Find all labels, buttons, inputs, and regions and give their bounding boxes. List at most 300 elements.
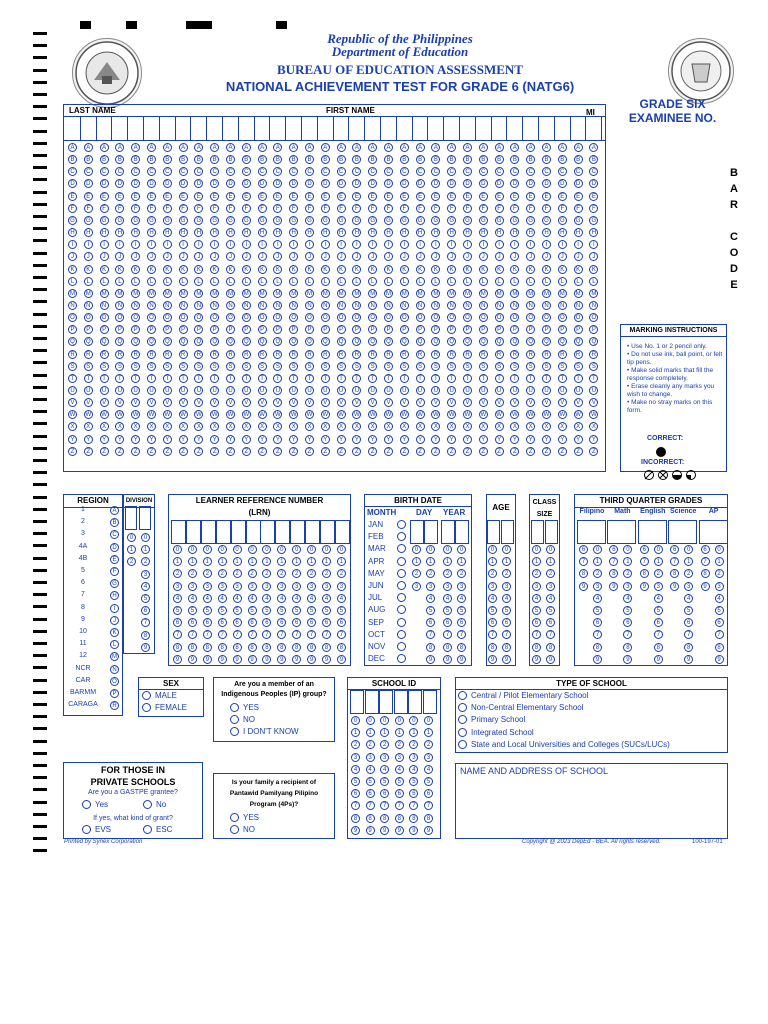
name-bubble[interactable]: O	[589, 313, 598, 322]
name-bubble[interactable]: O	[574, 313, 583, 322]
name-bubble[interactable]: E	[84, 192, 93, 201]
name-bubble[interactable]: T	[526, 374, 535, 383]
name-bubble[interactable]: S	[321, 362, 330, 371]
name-bubble[interactable]: E	[194, 192, 203, 201]
school-id-bubble[interactable]: 6	[351, 789, 360, 798]
grade-write-cell[interactable]	[699, 520, 728, 544]
name-bubble[interactable]: L	[510, 277, 519, 286]
name-bubble[interactable]: M	[354, 290, 360, 297]
name-bubble[interactable]: O	[337, 313, 346, 322]
name-bubble[interactable]: W	[132, 412, 139, 419]
date-bubble[interactable]: 7	[426, 630, 435, 639]
lrn-bubble[interactable]: 1	[218, 557, 227, 566]
name-bubble[interactable]: O	[352, 313, 361, 322]
name-bubble[interactable]: G	[68, 216, 77, 225]
name-bubble[interactable]: Y	[542, 435, 551, 444]
name-bubble[interactable]: U	[368, 386, 377, 395]
name-bubble[interactable]: U	[210, 386, 219, 395]
name-bubble[interactable]: J	[68, 252, 77, 261]
name-bubble[interactable]: I	[258, 240, 267, 249]
school-id-bubble[interactable]: 7	[351, 801, 360, 810]
name-bubble[interactable]: L	[179, 277, 188, 286]
name-bubble[interactable]: X	[163, 422, 172, 431]
name-bubble[interactable]: B	[242, 155, 251, 164]
name-bubble[interactable]: D	[163, 179, 172, 188]
name-bubble[interactable]: H	[226, 228, 235, 237]
division-bubble[interactable]: 9	[141, 643, 150, 652]
name-bubble[interactable]: I	[526, 240, 535, 249]
name-bubble[interactable]: M	[370, 290, 376, 297]
name-bubble[interactable]: M	[386, 290, 391, 297]
date-bubble[interactable]: 7	[443, 630, 452, 639]
lrn-bubble[interactable]: 3	[218, 582, 227, 591]
age-bubble[interactable]: 9	[502, 655, 511, 664]
name-bubble[interactable]: O	[242, 313, 251, 322]
name-bubble[interactable]: O	[289, 313, 298, 322]
name-bubble[interactable]: H	[305, 228, 314, 237]
region-bubble[interactable]: G	[110, 579, 119, 588]
name-bubble[interactable]: I	[400, 240, 409, 249]
name-bubble[interactable]: P	[163, 325, 172, 334]
grade-ones-bubble[interactable]: 7	[684, 630, 693, 639]
name-bubble[interactable]: O	[100, 313, 109, 322]
name-bubble[interactable]: S	[479, 362, 488, 371]
name-bubble[interactable]: T	[210, 374, 219, 383]
lrn-bubble[interactable]: 0	[337, 545, 346, 554]
lrn-bubble[interactable]: 5	[203, 606, 212, 615]
date-bubble[interactable]: 6	[443, 618, 452, 627]
grade-write-cell[interactable]	[577, 520, 606, 544]
name-bubble[interactable]: G	[210, 216, 219, 225]
name-bubble[interactable]: U	[526, 386, 535, 395]
date-bubble[interactable]: 1	[457, 557, 466, 566]
name-bubble[interactable]: C	[179, 167, 188, 176]
lrn-write-cell[interactable]	[231, 520, 246, 544]
name-bubble[interactable]: Z	[574, 447, 583, 456]
name-bubble[interactable]: K	[558, 265, 567, 274]
name-bubble[interactable]: I	[558, 240, 567, 249]
age-bubble[interactable]: 1	[502, 557, 511, 566]
name-bubble[interactable]: J	[542, 252, 551, 261]
name-bubble[interactable]: F	[589, 204, 598, 213]
name-bubble[interactable]: O	[115, 313, 124, 322]
name-bubble[interactable]: X	[463, 422, 472, 431]
name-bubble[interactable]: O	[321, 313, 330, 322]
grade-ones-bubble[interactable]: 3	[715, 582, 724, 591]
name-bubble[interactable]: O	[400, 313, 409, 322]
school-id-bubble[interactable]: 4	[395, 765, 404, 774]
lrn-bubble[interactable]: 6	[262, 618, 271, 627]
name-bubble[interactable]: V	[147, 398, 156, 407]
name-bubble[interactable]: I	[289, 240, 298, 249]
name-bubble[interactable]: I	[147, 240, 156, 249]
name-bubble[interactable]: P	[115, 325, 124, 334]
name-bubble[interactable]: C	[368, 167, 377, 176]
name-bubble[interactable]: Z	[352, 447, 361, 456]
name-bubble[interactable]: I	[542, 240, 551, 249]
name-bubble[interactable]: P	[242, 325, 251, 334]
name-bubble[interactable]: V	[305, 398, 314, 407]
name-bubble[interactable]: A	[226, 143, 235, 152]
name-bubble[interactable]: C	[463, 167, 472, 176]
school-id-bubble[interactable]: 9	[424, 826, 433, 835]
name-bubble[interactable]: G	[574, 216, 583, 225]
name-bubble[interactable]: G	[100, 216, 109, 225]
name-bubble[interactable]: G	[226, 216, 235, 225]
grade-ones-bubble[interactable]: 2	[654, 569, 663, 578]
name-bubble[interactable]: W	[196, 412, 202, 419]
name-bubble[interactable]: D	[495, 179, 504, 188]
name-bubble[interactable]: A	[289, 143, 298, 152]
name-bubble[interactable]: P	[179, 325, 188, 334]
name-bubble[interactable]: O	[479, 313, 488, 322]
name-bubble[interactable]: Y	[163, 435, 172, 444]
name-bubble[interactable]: M	[243, 290, 249, 297]
name-bubble[interactable]: V	[258, 398, 267, 407]
date-bubble[interactable]: 0	[443, 545, 452, 554]
name-bubble[interactable]: B	[479, 155, 488, 164]
name-bubble[interactable]: G	[258, 216, 267, 225]
lrn-write-cell[interactable]	[260, 520, 275, 544]
lrn-bubble[interactable]: 8	[277, 643, 286, 652]
name-bubble[interactable]: T	[305, 374, 314, 383]
name-write-cell[interactable]	[302, 116, 318, 140]
age-bubble[interactable]: 6	[488, 618, 497, 627]
name-bubble[interactable]: Q	[542, 337, 551, 346]
name-bubble[interactable]: X	[416, 422, 425, 431]
lrn-bubble[interactable]: 8	[307, 643, 316, 652]
name-bubble[interactable]: O	[273, 313, 282, 322]
name-bubble[interactable]: G	[416, 216, 425, 225]
name-bubble[interactable]: B	[131, 155, 140, 164]
name-bubble[interactable]: H	[179, 228, 188, 237]
name-bubble[interactable]: A	[321, 143, 330, 152]
name-bubble[interactable]: W	[85, 412, 92, 419]
name-bubble[interactable]: Q	[400, 337, 409, 346]
school-id-bubble[interactable]: 7	[395, 801, 404, 810]
name-bubble[interactable]: B	[163, 155, 172, 164]
name-bubble[interactable]: F	[68, 204, 77, 213]
name-bubble[interactable]: M	[307, 290, 312, 297]
name-bubble[interactable]: X	[447, 422, 456, 431]
class-size-bubble[interactable]: 2	[546, 569, 555, 578]
division-bubble[interactable]: 0	[127, 533, 136, 542]
name-bubble[interactable]: U	[131, 386, 140, 395]
name-bubble[interactable]: X	[337, 422, 346, 431]
grade-ones-bubble[interactable]: 5	[654, 606, 663, 615]
name-bubble[interactable]: T	[384, 374, 393, 383]
name-bubble[interactable]: R	[305, 350, 314, 359]
name-bubble[interactable]: R	[589, 350, 598, 359]
name-bubble[interactable]: P	[526, 325, 535, 334]
age-bubble[interactable]: 1	[488, 557, 497, 566]
school-id-bubble[interactable]: 2	[380, 740, 389, 749]
name-bubble[interactable]: P	[447, 325, 456, 334]
name-bubble[interactable]: J	[337, 252, 346, 261]
name-bubble[interactable]: Y	[574, 435, 583, 444]
name-bubble[interactable]: L	[258, 277, 267, 286]
class-size-bubble[interactable]: 1	[546, 557, 555, 566]
lrn-bubble[interactable]: 2	[203, 569, 212, 578]
name-write-cell[interactable]	[128, 116, 144, 140]
name-bubble[interactable]: H	[100, 228, 109, 237]
name-bubble[interactable]: Z	[542, 447, 551, 456]
name-bubble[interactable]: W	[417, 412, 423, 419]
name-bubble[interactable]: Y	[510, 435, 519, 444]
name-bubble[interactable]: W	[480, 412, 487, 419]
name-bubble[interactable]: W	[401, 412, 408, 419]
name-bubble[interactable]: H	[431, 228, 440, 237]
name-bubble[interactable]: N	[100, 301, 109, 310]
name-bubble[interactable]: Y	[68, 435, 77, 444]
name-bubble[interactable]: L	[447, 277, 456, 286]
name-bubble[interactable]: M	[528, 290, 534, 297]
date-bubble[interactable]: 0	[412, 545, 421, 554]
name-bubble[interactable]: B	[589, 155, 598, 164]
name-bubble[interactable]: W	[322, 412, 329, 419]
name-bubble[interactable]: N	[194, 301, 203, 310]
name-bubble[interactable]: S	[558, 362, 567, 371]
name-bubble[interactable]: G	[495, 216, 504, 225]
grade-ones-bubble[interactable]: 9	[654, 655, 663, 664]
name-bubble[interactable]: O	[416, 313, 425, 322]
name-bubble[interactable]: C	[589, 167, 598, 176]
school-id-bubble[interactable]: 3	[409, 753, 418, 762]
name-bubble[interactable]: D	[84, 179, 93, 188]
lrn-bubble[interactable]: 3	[307, 582, 316, 591]
name-bubble[interactable]: N	[463, 301, 472, 310]
name-bubble[interactable]: Y	[242, 435, 251, 444]
school-id-bubble[interactable]: 4	[424, 765, 433, 774]
class-size-bubble[interactable]: 9	[546, 655, 555, 664]
name-bubble[interactable]: N	[447, 301, 456, 310]
region-bubble[interactable]: M	[112, 654, 117, 661]
name-bubble[interactable]: Z	[589, 447, 598, 456]
name-bubble[interactable]: T	[400, 374, 409, 383]
name-bubble[interactable]: F	[526, 204, 535, 213]
region-bubble[interactable]: K	[110, 628, 119, 637]
lrn-bubble[interactable]: 4	[173, 594, 182, 603]
school-id-bubble[interactable]: 9	[409, 826, 418, 835]
name-bubble[interactable]: Y	[431, 435, 440, 444]
name-bubble[interactable]: V	[542, 398, 551, 407]
date-bubble[interactable]: 3	[457, 582, 466, 591]
name-bubble[interactable]: V	[589, 398, 598, 407]
name-bubble[interactable]: L	[352, 277, 361, 286]
school-id-bubble[interactable]: 3	[395, 753, 404, 762]
date-write-cell[interactable]	[410, 520, 424, 544]
name-bubble[interactable]: T	[574, 374, 583, 383]
name-bubble[interactable]: D	[100, 179, 109, 188]
name-bubble[interactable]: K	[337, 265, 346, 274]
name-bubble[interactable]: R	[479, 350, 488, 359]
name-bubble[interactable]: B	[526, 155, 535, 164]
name-bubble[interactable]: E	[510, 192, 519, 201]
school-id-bubble[interactable]: 5	[395, 777, 404, 786]
name-bubble[interactable]: E	[400, 192, 409, 201]
name-bubble[interactable]: V	[210, 398, 219, 407]
grade-tens-bubble[interactable]: 8	[670, 569, 679, 578]
school-id-bubble[interactable]: 5	[409, 777, 418, 786]
name-bubble[interactable]: W	[433, 412, 439, 419]
name-bubble[interactable]: X	[400, 422, 409, 431]
name-bubble[interactable]: W	[496, 412, 502, 419]
name-bubble[interactable]: C	[352, 167, 361, 176]
name-bubble[interactable]: Z	[337, 447, 346, 456]
grade-ones-bubble[interactable]: 2	[684, 569, 693, 578]
lrn-bubble[interactable]: 6	[218, 618, 227, 627]
name-bubble[interactable]: D	[115, 179, 124, 188]
name-bubble[interactable]: T	[589, 374, 598, 383]
name-bubble[interactable]: Y	[463, 435, 472, 444]
name-bubble[interactable]: I	[495, 240, 504, 249]
name-bubble[interactable]: W	[527, 412, 534, 419]
name-bubble[interactable]: D	[131, 179, 140, 188]
lrn-bubble[interactable]: 3	[322, 582, 331, 591]
name-bubble[interactable]: O	[210, 313, 219, 322]
name-bubble[interactable]: A	[574, 143, 583, 152]
radio-icon[interactable]	[230, 813, 239, 822]
name-bubble[interactable]: X	[289, 422, 298, 431]
name-bubble[interactable]: E	[558, 192, 567, 201]
name-bubble[interactable]: J	[163, 252, 172, 261]
name-bubble[interactable]: O	[510, 313, 519, 322]
grade-ones-bubble[interactable]: 1	[715, 557, 724, 566]
lrn-bubble[interactable]: 9	[188, 655, 197, 664]
name-bubble[interactable]: G	[84, 216, 93, 225]
grade-tens-bubble[interactable]: 7	[609, 557, 618, 566]
name-write-cell[interactable]	[413, 116, 429, 140]
name-write-cell[interactable]	[507, 116, 523, 140]
lrn-bubble[interactable]: 1	[173, 557, 182, 566]
region-bubble[interactable]: F	[110, 567, 119, 576]
name-bubble[interactable]: M	[196, 290, 202, 297]
name-bubble[interactable]: P	[210, 325, 219, 334]
grade-ones-bubble[interactable]: 8	[684, 643, 693, 652]
name-bubble[interactable]: Q	[337, 337, 346, 346]
name-bubble[interactable]: K	[431, 265, 440, 274]
school-id-bubble[interactable]: 1	[424, 728, 433, 737]
name-bubble[interactable]: J	[431, 252, 440, 261]
grade-ones-bubble[interactable]: 2	[593, 569, 602, 578]
name-bubble[interactable]: V	[431, 398, 440, 407]
name-bubble[interactable]: W	[559, 412, 566, 419]
name-bubble[interactable]: O	[226, 313, 235, 322]
name-bubble[interactable]: E	[542, 192, 551, 201]
name-bubble[interactable]: Y	[337, 435, 346, 444]
name-bubble[interactable]: D	[226, 179, 235, 188]
name-bubble[interactable]: D	[147, 179, 156, 188]
name-bubble[interactable]: P	[479, 325, 488, 334]
school-id-bubble[interactable]: 2	[409, 740, 418, 749]
name-bubble[interactable]: F	[479, 204, 488, 213]
name-bubble[interactable]: N	[179, 301, 188, 310]
date-bubble[interactable]: 2	[457, 569, 466, 578]
region-bubble[interactable]: P	[110, 689, 119, 698]
name-bubble[interactable]: P	[542, 325, 551, 334]
name-bubble[interactable]: X	[131, 422, 140, 431]
school-id-bubble[interactable]: 8	[395, 814, 404, 823]
name-bubble[interactable]: L	[115, 277, 124, 286]
name-bubble[interactable]: R	[242, 350, 251, 359]
grade-write-cell[interactable]	[668, 520, 697, 544]
name-bubble[interactable]: S	[100, 362, 109, 371]
name-bubble[interactable]: Q	[179, 337, 188, 346]
name-bubble[interactable]: A	[479, 143, 488, 152]
grade-tens-bubble[interactable]: 9	[609, 582, 618, 591]
name-bubble[interactable]: E	[479, 192, 488, 201]
name-bubble[interactable]: T	[321, 374, 330, 383]
lrn-bubble[interactable]: 6	[277, 618, 286, 627]
division-bubble[interactable]: 8	[141, 631, 150, 640]
lrn-bubble[interactable]: 4	[203, 594, 212, 603]
name-bubble[interactable]: G	[526, 216, 535, 225]
name-bubble[interactable]: P	[558, 325, 567, 334]
name-bubble[interactable]: Q	[589, 337, 598, 346]
name-bubble[interactable]: W	[69, 412, 76, 419]
lrn-bubble[interactable]: 8	[292, 643, 301, 652]
name-bubble[interactable]: C	[321, 167, 330, 176]
name-bubble[interactable]: L	[194, 277, 203, 286]
lrn-bubble[interactable]: 7	[307, 630, 316, 639]
grade-tens-bubble[interactable]: 9	[640, 582, 649, 591]
name-bubble[interactable]: M	[496, 290, 502, 297]
name-bubble[interactable]: E	[463, 192, 472, 201]
name-bubble[interactable]: Q	[463, 337, 472, 346]
age-bubble[interactable]: 2	[502, 569, 511, 578]
name-bubble[interactable]: U	[574, 386, 583, 395]
name-bubble[interactable]: J	[447, 252, 456, 261]
class-size-bubble[interactable]: 0	[532, 545, 541, 554]
name-bubble[interactable]: W	[117, 412, 123, 419]
region-bubble[interactable]: A	[110, 506, 119, 515]
name-bubble[interactable]: P	[495, 325, 504, 334]
school-id-write-cell[interactable]	[379, 690, 393, 714]
class-size-bubble[interactable]: 1	[532, 557, 541, 566]
name-bubble[interactable]: U	[68, 386, 77, 395]
name-bubble[interactable]: S	[147, 362, 156, 371]
school-type-option[interactable]	[458, 728, 534, 737]
name-bubble[interactable]: Q	[115, 337, 124, 346]
name-bubble[interactable]: M	[228, 290, 233, 297]
name-bubble[interactable]: X	[384, 422, 393, 431]
name-bubble[interactable]: R	[431, 350, 440, 359]
name-bubble[interactable]: V	[510, 398, 519, 407]
name-bubble[interactable]: Z	[115, 447, 124, 456]
name-bubble[interactable]: J	[589, 252, 598, 261]
name-bubble[interactable]: C	[558, 167, 567, 176]
name-bubble[interactable]: Z	[147, 447, 156, 456]
name-bubble[interactable]: P	[321, 325, 330, 334]
lrn-bubble[interactable]: 7	[277, 630, 286, 639]
name-bubble[interactable]: C	[131, 167, 140, 176]
region-bubble[interactable]: L	[110, 640, 119, 649]
lrn-bubble[interactable]: 3	[203, 582, 212, 591]
name-write-cell[interactable]	[176, 116, 192, 140]
name-write-cell[interactable]	[160, 116, 176, 140]
name-bubble[interactable]: R	[416, 350, 425, 359]
name-bubble[interactable]: V	[368, 398, 377, 407]
name-bubble[interactable]: Q	[210, 337, 219, 346]
name-bubble[interactable]: I	[179, 240, 188, 249]
grade-tens-bubble[interactable]: 6	[701, 545, 710, 554]
name-bubble[interactable]: T	[194, 374, 203, 383]
date-bubble[interactable]: 0	[426, 545, 435, 554]
name-bubble[interactable]: K	[242, 265, 251, 274]
name-bubble[interactable]: O	[147, 313, 156, 322]
name-bubble[interactable]: D	[558, 179, 567, 188]
name-bubble[interactable]: U	[463, 386, 472, 395]
